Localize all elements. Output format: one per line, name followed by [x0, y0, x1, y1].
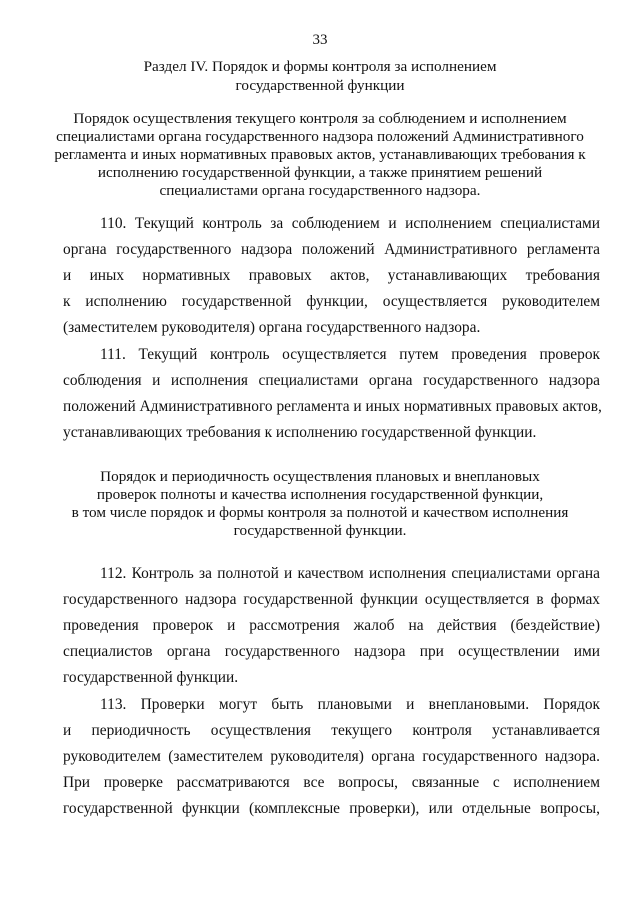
subheading-line: регламента и иных нормативных правовых актов, устанавливающих требования к	[54, 146, 586, 163]
paragraph-line: к исполнению государственной функции, осуществляется руководителем	[63, 293, 600, 310]
subheading-line: специалистами органа государственного надзора.	[159, 182, 481, 199]
section-title-line: Раздел IV. Порядок и формы контроля за исполнением	[143, 58, 497, 75]
subheading-line: исполнению государственной функции, а также принятием решений	[97, 164, 543, 181]
paragraph-line: (заместителем руководителя) органа государственного надзора.	[63, 319, 481, 336]
paragraph-line: государственной функции.	[63, 669, 239, 686]
paragraph-line: При проверке рассматриваются все вопросы, связанные с исполнением	[63, 774, 600, 791]
subheading-line: в том числе порядок и формы контроля за полнотой и качеством исполнения	[71, 504, 569, 521]
subheading-line: проверок полноты и качества исполнения государственной функции,	[96, 486, 544, 503]
paragraph-line: государственного надзора государственной функции осуществляется в формах	[63, 591, 600, 608]
paragraph-line: 113. Проверки могут быть плановыми и внеплановыми. Порядок	[100, 696, 600, 713]
paragraph-line: и иных нормативных правовых актов, устанавливающих требования	[63, 267, 600, 284]
paragraph-line: 112. Контроль за полнотой и качеством исполнения специалистами органа	[100, 565, 600, 582]
paragraph-line: устанавливающих требования к исполнению государственной функции.	[63, 424, 537, 441]
paragraph-line: органа государственного надзора положений Административного регламента	[63, 241, 600, 258]
paragraph-line: 110. Текущий контроль за соблюдением и исполнением специалистами	[100, 215, 600, 232]
page-number: 33	[312, 32, 328, 48]
subheading-line: специалистами органа государственного надзора положений Административного	[56, 128, 584, 145]
paragraph-line: специалистов органа государственного надзора при осуществлении ими	[63, 643, 600, 660]
paragraph-line: проведения проверок и рассмотрения жалоб на действия (бездействие)	[63, 617, 600, 634]
paragraph-line: положений Административного регламента и иных нормативных правовых актов,	[63, 398, 602, 415]
subheading-line: Порядок и периодичность осуществления плановых и внеплановых	[100, 468, 540, 485]
paragraph-line: и периодичность осуществления текущего контроля устанавливается	[63, 722, 600, 739]
subheading-line: государственной функции.	[233, 522, 407, 539]
paragraph-line: государственной функции (комплексные проверки), или отдельные вопросы,	[63, 800, 600, 817]
paragraph-line: руководителем (заместителем руководителя) органа государственного надзора.	[63, 748, 600, 765]
section-title-line: государственной функции	[235, 77, 405, 94]
paragraph-line: 111. Текущий контроль осуществляется путем проведения проверок	[100, 346, 600, 363]
subheading-line: Порядок осуществления текущего контроля за соблюдением и исполнением	[73, 110, 567, 127]
paragraph-line: соблюдения и исполнения специалистами органа государственного надзора	[63, 372, 600, 389]
